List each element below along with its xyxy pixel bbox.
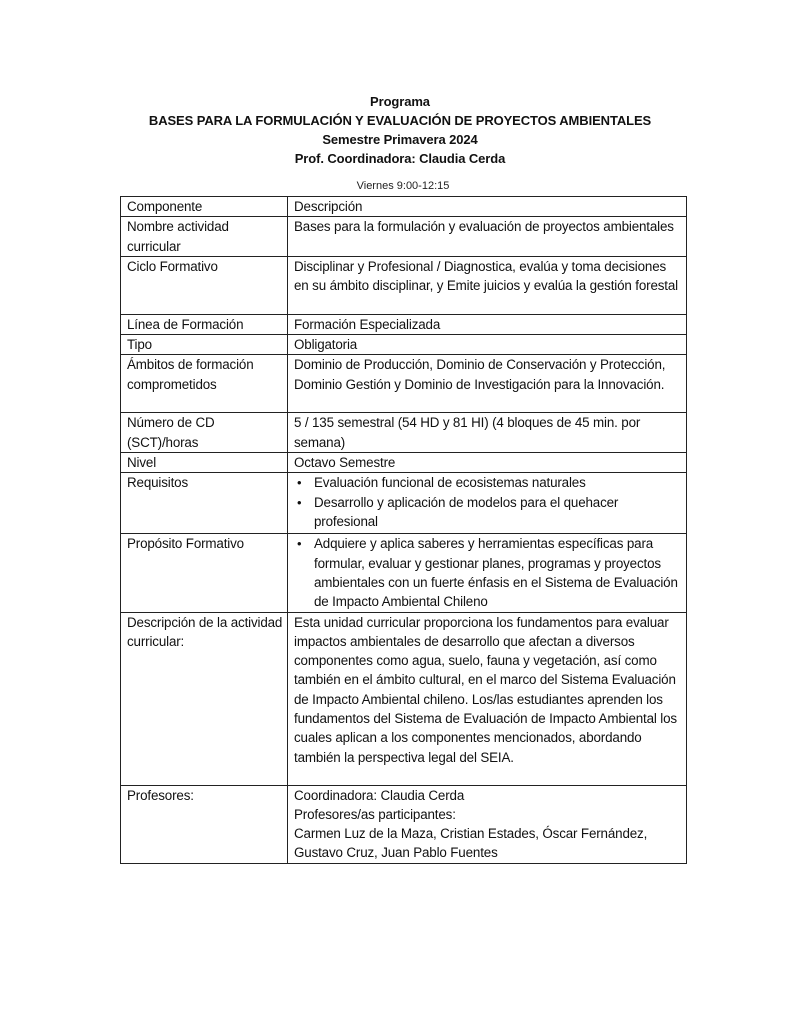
participantes-label: Profesores/as participantes: [294,806,456,822]
table-row-numero [121,413,687,453]
table-row-tipo [121,335,687,355]
value-profesores [288,785,687,863]
value-numero: 5 / 135 semestral (54 HD y 81 HI) (4 bloques de 45 min. por semana) [288,413,687,453]
proposito-list [294,534,682,611]
value-ambitos: Dominio de Producción, Dominio de Conservación y Protección, Dominio Gestión y Dominio de Investigación para la Innovación. [288,355,687,413]
table-row-nivel [121,453,687,473]
label-ciclo: Ciclo Formativo [121,256,288,314]
label-numero: Número de CD (SCT)/horas [121,413,288,453]
table-row-descripcion [121,612,687,785]
document-header [0,92,800,168]
table-row-ciclo [121,256,687,314]
value-requisitos [288,473,687,534]
list-item: • Adquiere y aplica saberes y herramientas específicas para formular, evaluar y gestionar planes, programas y proyectos ambientales con un fuerte énfasis en el Sistema de Evaluación de Impacto Ambiental Chileno [314,534,682,611]
value-nivel: Octavo Semestre [288,453,687,473]
list-item: • Desarrollo y aplicación de modelos para el quehacer profesional [314,493,682,532]
label-profesores: Profesores: [121,785,288,863]
participantes-names: Carmen Luz de la Maza, Cristian Estades, Óscar Fernández, Gustavo Cruz, Juan Pablo Fuentes [294,826,648,861]
schedule: Viernes 9:00-12:15 [356,180,450,192]
coordinator: Prof. Coordinadora: Claudia Cerda [294,151,506,166]
header-programa: Programa [370,94,430,109]
label-nivel: Nivel [121,453,288,473]
table-row-requisitos [121,473,687,534]
table-row-proposito [121,534,687,612]
label-ambitos: Ámbitos de formación comprometidos [121,355,288,413]
label-proposito: Propósito Formativo [121,534,288,612]
value-nombre: Bases para la formulación y evaluación de proyectos ambientales [288,217,687,257]
list-item: • Evaluación funcional de ecosistemas naturales [314,473,682,492]
value-tipo: Obligatoria [288,335,687,355]
label-linea: Línea de Formación [121,314,288,334]
value-proposito [288,534,687,612]
requisitos-list [294,473,682,531]
program-table [120,196,687,864]
label-descripcion: Descripción de la actividad curricular: [121,612,288,785]
table-row-ambitos [121,355,687,413]
table-row-nombre [121,217,687,257]
table-row-profesores [121,785,687,863]
label-requisitos: Requisitos [121,473,288,534]
label-nombre: Nombre actividad curricular [121,217,288,257]
course-title: BASES PARA LA FORMULACIÓN Y EVALUACIÓN DE PROYECTOS AMBIENTALES [148,113,652,128]
header-descripcion: Descripción [288,197,687,217]
table-row-linea [121,314,687,334]
table-header-row [121,197,687,217]
value-ciclo: Disciplinar y Profesional / Diagnostica, evalúa y toma decisiones en su ámbito disciplinar, y Emite juicios y evalúa la gestión forestal [288,256,687,314]
value-descripcion: Esta unidad curricular proporciona los fundamentos para evaluar impactos ambientales de desarrollo que afectan a diversos componentes como agua, suelo, fauna y vegetación, así como también en el ámbito cultural, en el marco del Sistema Evaluación de Impacto Ambiental chileno. Los/las estudiantes aprenden los fundamentos del Sistema de Evaluación de Impacto Ambiental los cuales aplican a los componentes mencionados, abordando también la perspectiva legal del SEIA. [288,612,687,785]
header-componente: Componente [121,197,288,217]
coordinadora-text: Coordinadora: Claudia Cerda [294,787,465,803]
label-tipo: Tipo [121,335,288,355]
value-linea: Formación Especializada [288,314,687,334]
semester: Semestre Primavera 2024 [322,132,478,147]
